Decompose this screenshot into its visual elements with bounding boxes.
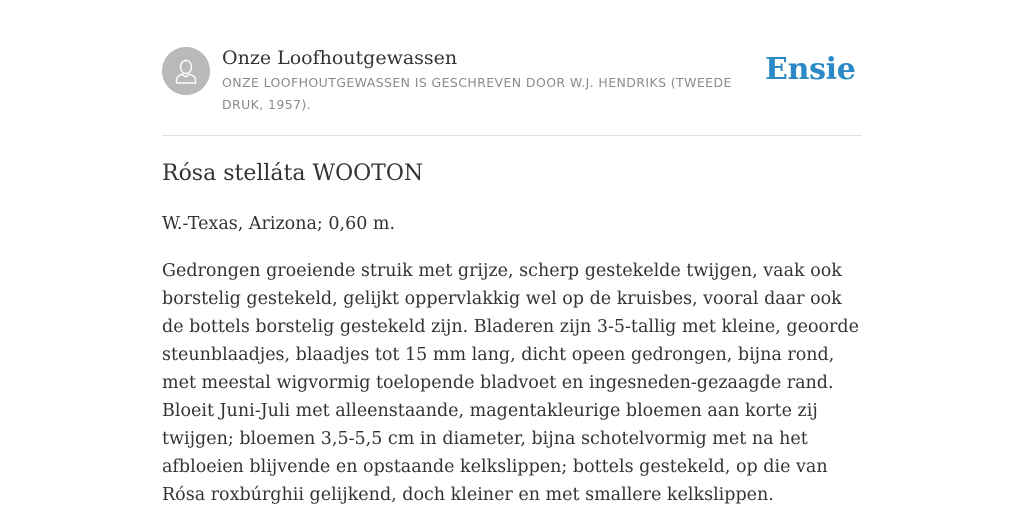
entry-paragraph-description: Gedrongen groeiende struik met grijze, scherp gestekelde twijgen, vaak ook borstelig gestekeld, gelijkt oppervlakkig wel op de kruisbes, vooral daar ook de bottels borstelig gestekeld zijn. Bladeren zijn 3-5-tallig met kleine, geoorde steunblaadjes, blaadjes tot 15 mm lang, dicht opeen gedrongen, bijna rond, met meestal wigvormig toelopende bladvoet en ingesneden-gezaagde rand. Bloeit Juni-Juli met alleenstaande, magentakleurige bloemen aan korte zij twijgen; bloemen 3,5-5,5 cm in diameter, bijna schotelvormig met na het afbloeien blijvende en opstaande kelkslippen; bottels gestekeld, op die van Rósa roxbúrghii gelijkend, doch kleiner en met smallere kelkslippen.	[162, 261, 859, 505]
article	[162, 158, 868, 509]
user-icon-graphic	[162, 47, 210, 95]
source-title[interactable]: Onze Loofhoutgewassen	[222, 47, 458, 69]
user-icon[interactable]	[162, 47, 210, 95]
entry-title: Rósa stelláta WOOTON	[162, 161, 424, 186]
entry-paragraph-distribution: W.-Texas, Arizona; 0,60 m.	[162, 214, 396, 234]
header-divider	[162, 135, 862, 136]
source-header	[162, 46, 862, 116]
brand-logo[interactable]: Ensie	[765, 52, 856, 87]
source-description: ONZE LOOFHOUTGEWASSEN IS GESCHREVEN DOOR W.J. HENDRIKS (TWEEDE DRUK, 1957).	[222, 75, 732, 112]
